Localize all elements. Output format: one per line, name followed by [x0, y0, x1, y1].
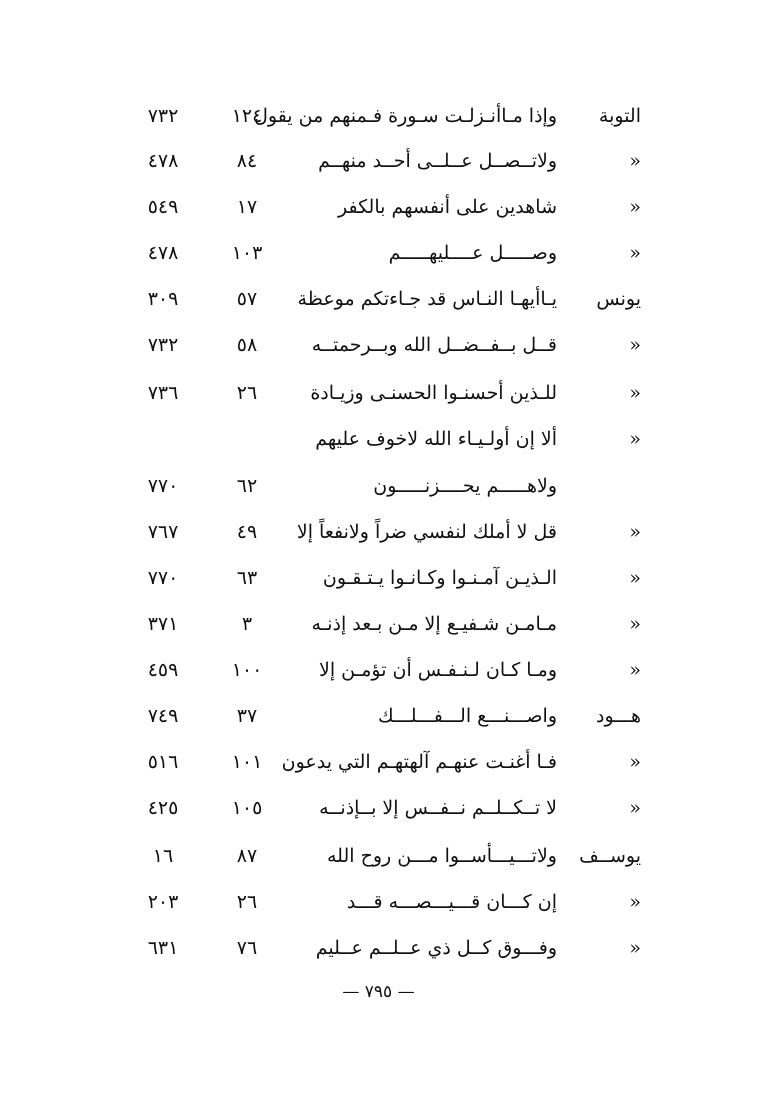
index-row — [0, 466, 757, 506]
index-row — [0, 512, 757, 552]
surah-name: « — [629, 567, 641, 589]
page-reference: ٦٣١ — [147, 937, 179, 959]
page-reference: ٧٣٢ — [147, 334, 179, 356]
ayah-number: ٦٢ — [236, 475, 258, 497]
ayah-number: ٨٧ — [236, 845, 258, 867]
ayah-number: ٥٧ — [236, 288, 258, 310]
ayah-number: ٢٦ — [236, 891, 258, 913]
page-reference: ٧٣٢ — [147, 105, 179, 127]
page-reference: ٥١٦ — [147, 751, 179, 773]
verse-text: ومـا كـان لـنـفـس أن تؤمـن إلا — [319, 659, 557, 681]
surah-name: « — [629, 242, 641, 264]
verse-text: إن كـــان قـــيـــصـــه قـــد — [346, 891, 557, 913]
index-row — [0, 558, 757, 598]
verse-text: لا تــكــلــم نــفــس إلا بــإذنــه — [319, 797, 557, 819]
surah-name: « — [629, 196, 641, 218]
surah-name: يونس — [596, 288, 641, 310]
ayah-number: ١٠٠ — [231, 659, 263, 681]
ayah-number: ٤٩ — [236, 521, 258, 543]
ayah-number: ١٧ — [236, 196, 258, 218]
ayah-number: ١٠٣ — [231, 242, 263, 264]
ayah-number: ٣ — [241, 613, 253, 635]
verse-text: ولاتـــيـــأســوا مـــن روح الله — [327, 845, 557, 867]
surah-name: « — [629, 382, 641, 404]
surah-name: « — [629, 150, 641, 172]
verse-text: وصـــــل عــــليهـــــم — [388, 242, 557, 264]
index-row — [0, 836, 757, 876]
verse-text: فـا أغنـت عنهـم آلهتهـم التي يدعون — [281, 751, 557, 773]
index-row — [0, 650, 757, 690]
ayah-number: ٨٤ — [236, 150, 258, 172]
verse-text: قــل بــفــضــل الله وبــرحمتــه — [311, 334, 557, 356]
page-reference: ٣٧١ — [147, 613, 179, 635]
surah-name: « — [629, 659, 641, 681]
ayah-number: ٥٨ — [236, 334, 258, 356]
page-reference: ٧٧٠ — [147, 475, 179, 497]
verse-text: وإذا مـاأنـزلـت سـورة فـمنهم من يقول — [254, 105, 557, 127]
ayah-number: ٧٦ — [236, 937, 258, 959]
page-reference: ٥٤٩ — [147, 196, 179, 218]
surah-name: « — [629, 334, 641, 356]
verse-text: مـامـن شـفيـع إلا مـن بـعد إذنـه — [311, 613, 557, 635]
verse-text: شاهدين على أنفسهم بالكفر — [337, 196, 557, 218]
verse-text: واصـــنـــع الـــفـــلـــك — [378, 705, 557, 727]
surah-name: « — [629, 937, 641, 959]
page-reference: ٣٠٩ — [147, 288, 179, 310]
index-row — [0, 279, 757, 319]
index-row — [0, 141, 757, 181]
verse-text: ولاتــصــل عــلــى أحــد منهــم — [318, 150, 557, 172]
index-row — [0, 325, 757, 365]
index-row — [0, 96, 757, 136]
surah-name: « — [629, 751, 641, 773]
page-reference: ٧٣٦ — [147, 382, 179, 404]
page-number: — ٧٩٥ — — [342, 982, 415, 1002]
ayah-number: ٦٣ — [236, 567, 258, 589]
surah-name: يوســف — [579, 845, 641, 867]
index-row — [0, 788, 757, 828]
page-reference: ٤٢٥ — [147, 797, 179, 819]
surah-name: « — [629, 613, 641, 635]
surah-name: « — [629, 521, 641, 543]
page-reference: ٤٥٩ — [147, 659, 179, 681]
page-reference: ٧٤٩ — [147, 705, 179, 727]
surah-name: « — [629, 797, 641, 819]
page-reference: ٤٧٨ — [147, 150, 179, 172]
verse-text: ولاهـــــم يحــــزنـــــون — [373, 475, 557, 497]
index-row — [0, 696, 757, 736]
page-reference — [128, 419, 198, 459]
page-reference: ٧٧٠ — [147, 567, 179, 589]
verse-text: وفـــوق كــل ذي عــلــم عــليم — [315, 937, 557, 959]
index-row — [0, 928, 757, 968]
verse-text: للـذين أحسنـوا الحسنـى وزيـادة — [310, 382, 557, 404]
verse-text: ألا إن أولـيـاء الله لاخوف عليهم — [315, 428, 557, 450]
verse-text: قل لا أملك لنفسي ضراً ولانفعاً إلا — [296, 521, 557, 543]
index-row — [0, 187, 757, 227]
index-row — [0, 373, 757, 413]
verse-text: يـاأيهـا النـاس قد جـاءتكم موعظة — [297, 288, 557, 310]
surah-name: هـــود — [596, 705, 641, 727]
surah-name: التوبة — [598, 105, 641, 127]
index-row — [0, 742, 757, 782]
ayah-number: ٢٦ — [236, 382, 258, 404]
ayah-number: ١٢٤ — [231, 105, 263, 127]
index-row — [0, 604, 757, 644]
page-reference: ١٦ — [152, 845, 174, 867]
page-reference: ٤٧٨ — [147, 242, 179, 264]
index-row — [0, 882, 757, 922]
surah-name: « — [629, 428, 641, 450]
verse-text: الـذيـن آمـنـوا وكـانـوا يـتـقـون — [322, 567, 557, 589]
ayah-number: ٣٧ — [236, 705, 258, 727]
ayah-number — [212, 419, 282, 459]
ayah-number: ١٠٥ — [231, 797, 263, 819]
page-reference: ٢٠٣ — [147, 891, 179, 913]
page-reference: ٧٦٧ — [147, 521, 179, 543]
surah-name: « — [629, 891, 641, 913]
index-row — [0, 419, 757, 459]
index-row — [0, 233, 757, 273]
ayah-number: ١٠١ — [231, 751, 263, 773]
